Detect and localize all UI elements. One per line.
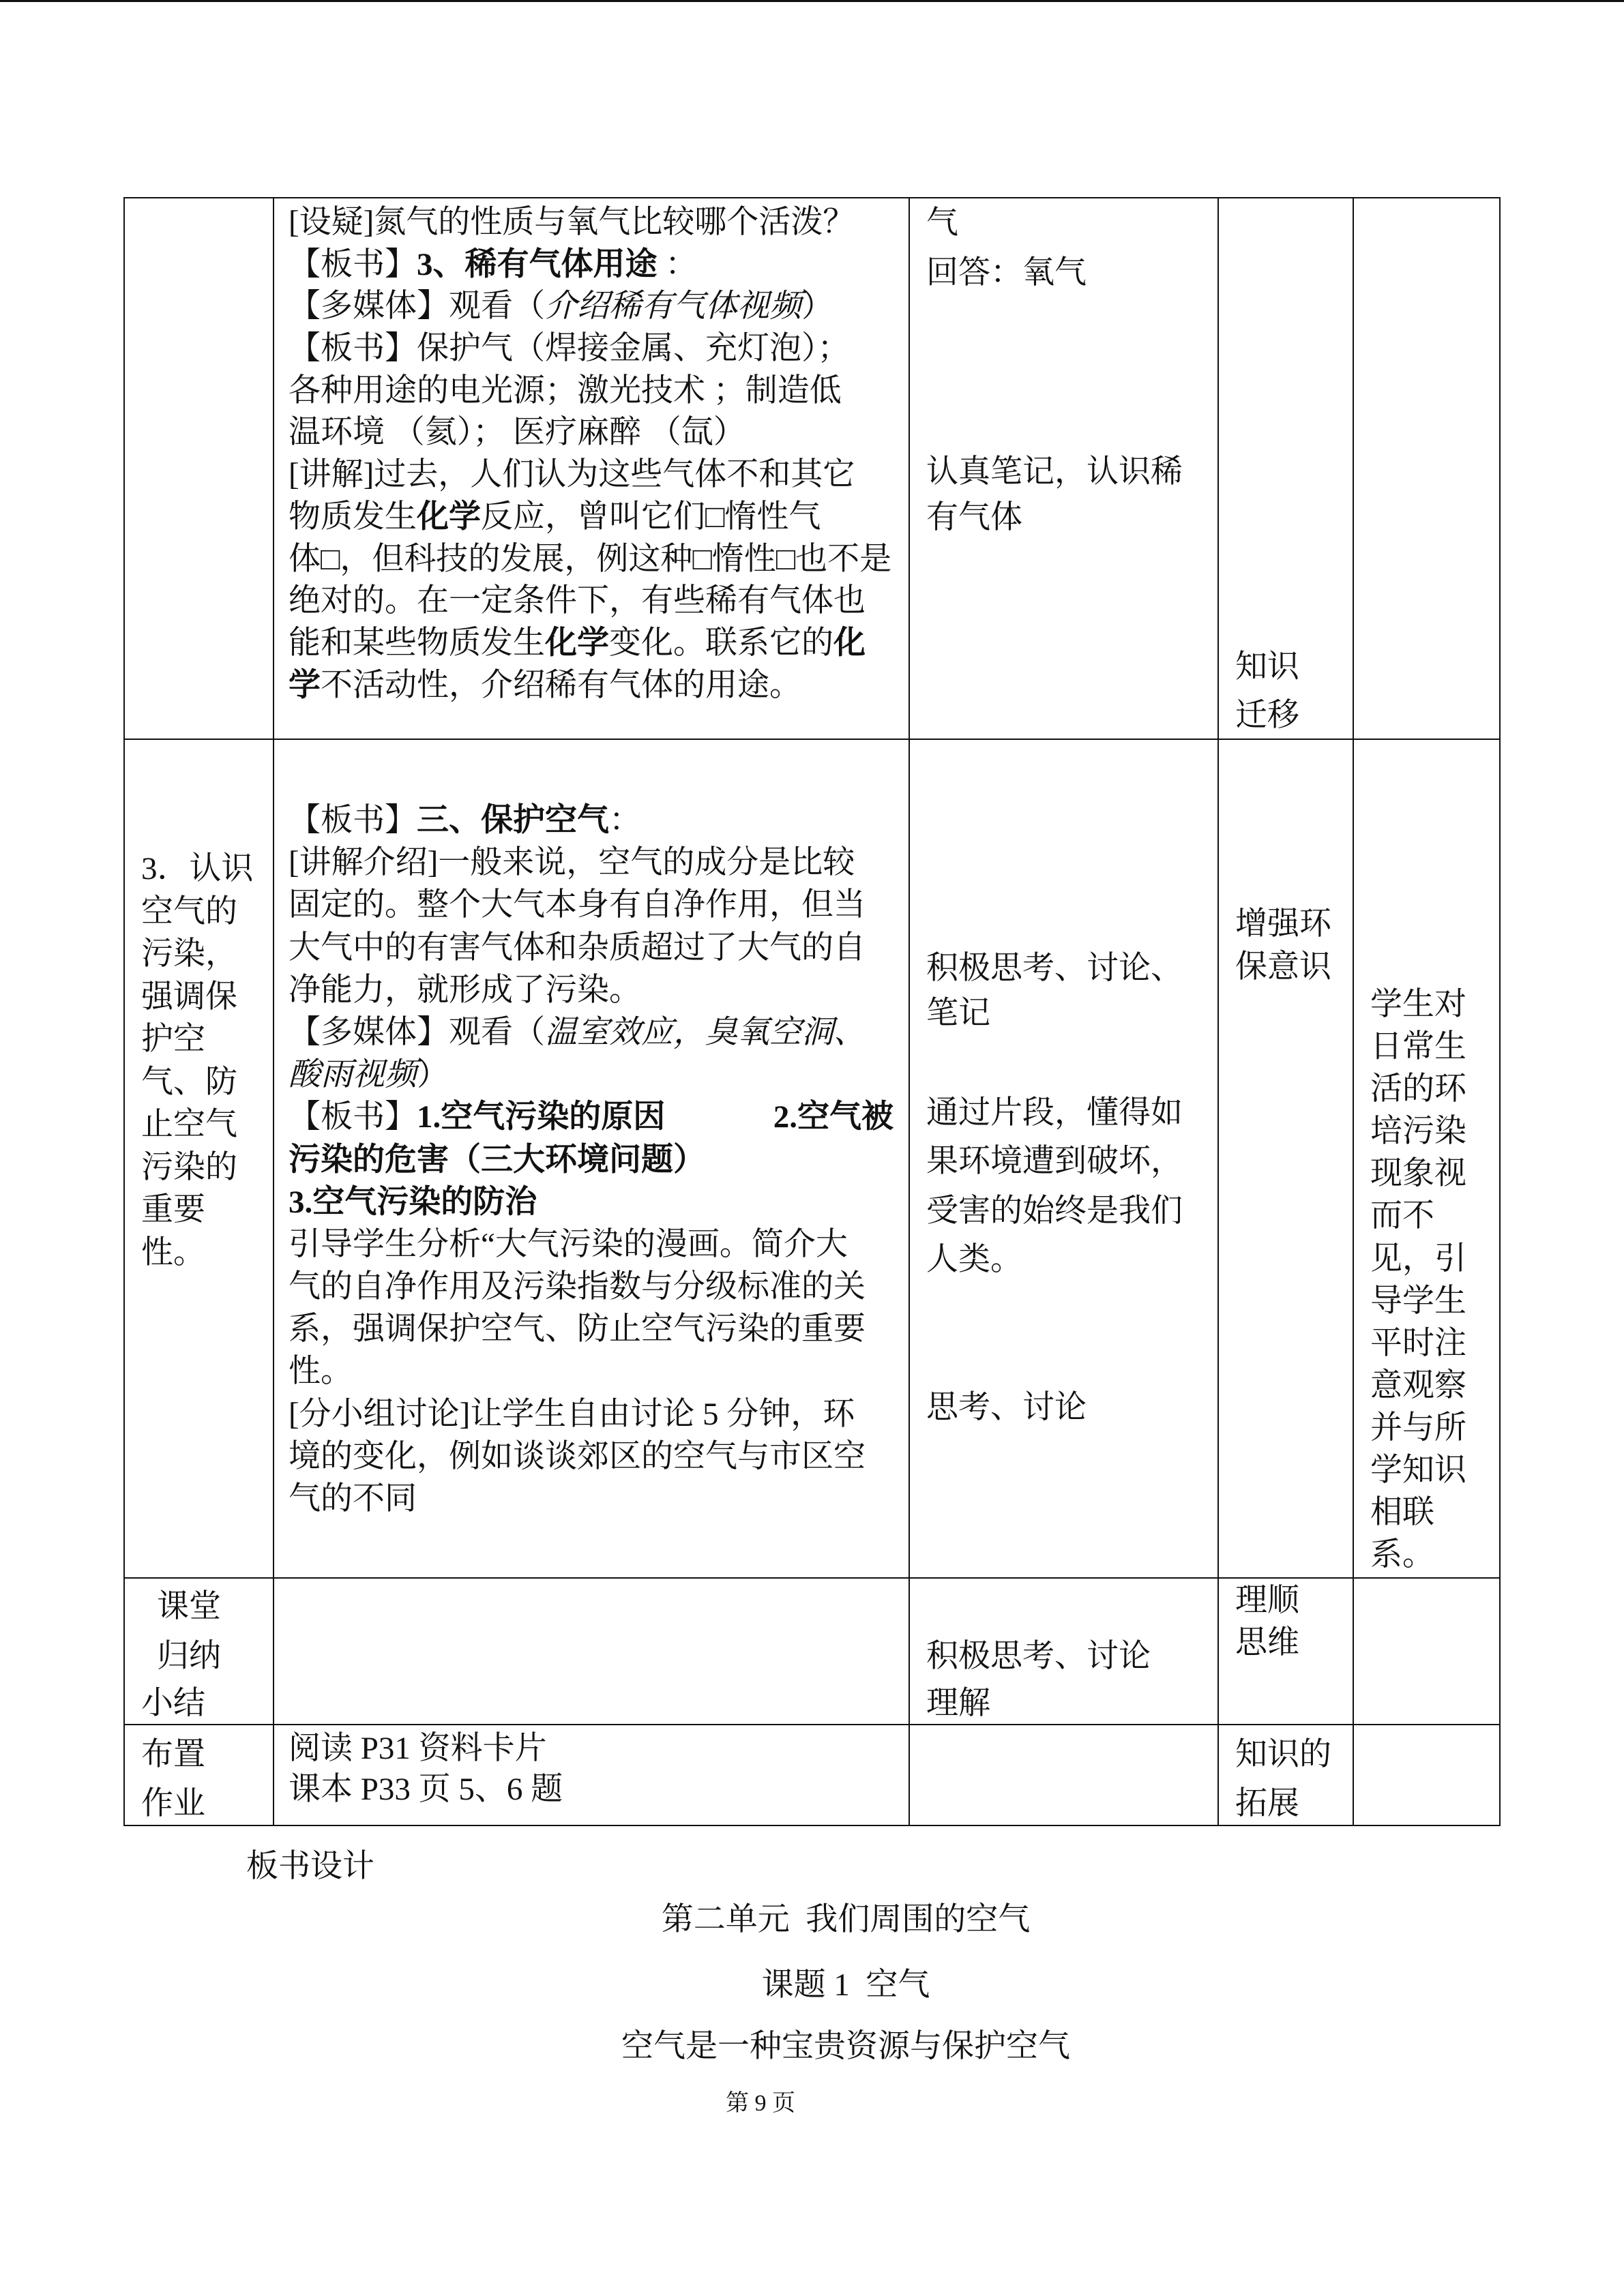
notes-line: 现象视 — [1370, 1156, 1466, 1192]
table-cell-notes — [1354, 198, 1501, 740]
text-segment: 不活动性，介绍稀有气体的用途。 — [321, 667, 801, 703]
board-design-label: 板书设计 — [246, 1849, 374, 1884]
goal-line: 污染， — [141, 936, 237, 972]
text-segment: ： — [657, 246, 698, 282]
bold-text: 学 — [289, 667, 321, 703]
table-cell-student-activity — [910, 740, 1219, 1579]
notes-line: 系。 — [1370, 1537, 1434, 1573]
notes-line: 而不 — [1370, 1198, 1434, 1234]
teacher-activity-line — [289, 496, 891, 539]
goal-line: 重要 — [141, 1192, 205, 1227]
table-cell-design-intent — [1219, 1725, 1354, 1826]
teacher-activity-line: 大气中的有害气体和杂质超过了大气的自 — [289, 929, 866, 966]
teacher-activity-line: 体□，但科技的发展，例这种□惰性□也不是 — [289, 541, 892, 577]
goal-line: 污染的 — [141, 1149, 237, 1185]
table-cell-teacher-activity — [274, 1725, 910, 1826]
bold-heading: 2.空气被 — [773, 1099, 894, 1135]
goal-line: 强调保 — [141, 979, 237, 1015]
text-segment: ： — [609, 803, 641, 838]
notes-line: 意观察 — [1370, 1367, 1466, 1403]
teacher-activity-line: 性。 — [289, 1354, 353, 1390]
italic-text: 介绍稀有气体视频 — [545, 288, 801, 325]
goal-line: 空气的 — [141, 893, 237, 929]
teacher-activity-line: [设疑]氮气的性质与氧气比较哪个活泼？ — [289, 205, 855, 240]
design-intent-line: 迁移 — [1235, 698, 1299, 733]
goal-line: 止空气 — [141, 1107, 237, 1142]
top-rule — [0, 0, 1624, 2]
goal-line: 课堂 — [157, 1589, 221, 1624]
notes-line: 并与所 — [1370, 1410, 1466, 1446]
page-number: 第 9 页 — [726, 2091, 795, 2116]
teacher-activity-line: 系，强调保护空气、防止空气污染的重要 — [289, 1311, 866, 1347]
teacher-activity-line — [289, 665, 891, 707]
table-cell-design-intent — [1219, 198, 1354, 740]
bold-text: 化学 — [545, 625, 609, 661]
teacher-activity-line: 阅读 P31 资料卡片 — [289, 1731, 547, 1766]
goal-line: 护空 — [141, 1022, 205, 1057]
notes-line: 导学生 — [1370, 1283, 1466, 1319]
student-activity-line: 理解 — [926, 1686, 990, 1721]
teacher-activity-line — [289, 623, 891, 665]
notes-line: 相联 — [1370, 1495, 1434, 1531]
table-cell-student-activity — [910, 1725, 1219, 1826]
lesson-plan-table — [123, 197, 1501, 1826]
table-cell-design-intent — [1219, 740, 1354, 1579]
goal-line: 3．认识 — [141, 851, 254, 886]
design-intent-line: 拓展 — [1235, 1786, 1299, 1821]
teacher-activity-line — [289, 1054, 894, 1096]
student-activity-line: 认真笔记，认识稀 — [926, 454, 1183, 490]
teacher-activity-line: 净能力，就形成了污染。 — [289, 972, 641, 1008]
board-topic: 空气是一种宝贵资源与保护空气 — [621, 2029, 1070, 2064]
table-cell-notes — [1354, 1725, 1501, 1826]
table-cell-notes — [1354, 1579, 1501, 1725]
student-activity-line: 有气体 — [926, 500, 1022, 535]
teacher-activity-line — [289, 286, 891, 328]
teacher-activity-line: [讲解]过去，人们认为这些气体不和其它 — [289, 457, 855, 493]
board-lesson-title: 课题 1 空气 — [761, 1967, 930, 2003]
text-segment: 【多媒体】观看（ — [289, 288, 545, 325]
student-activity-line: 积极思考、讨论 — [926, 1639, 1151, 1674]
teacher-activity-line — [289, 244, 891, 286]
goal-line: 归纳 — [157, 1639, 221, 1674]
notes-text — [1370, 983, 1466, 1576]
student-activity-line: 思考、讨论 — [926, 1390, 1087, 1425]
teacher-activity-line: 温环境 （氦）； 医疗麻醉 （氙） — [289, 415, 745, 451]
bold-heading: 3、稀有气体用途 — [417, 246, 658, 282]
text-segment: 【板书】 — [289, 246, 417, 282]
table-cell-student-activity — [910, 198, 1219, 740]
notes-line: 日常生 — [1370, 1029, 1466, 1065]
student-activity-line: 通过片段，懂得如 — [926, 1095, 1183, 1131]
teacher-activity-line: 气的不同 — [289, 1481, 417, 1517]
teacher-activity-line — [289, 799, 894, 841]
goal-line: 气、防 — [141, 1064, 237, 1100]
teacher-activity-line: [分小组讨论]让学生自由讨论 5 分钟，环 — [289, 1396, 855, 1432]
text-segment: 反应，曾叫它们□惰性气 — [481, 498, 821, 535]
text-segment: 【多媒体】观看（ — [289, 1014, 545, 1050]
student-activity-line: 果环境遭到破坏， — [926, 1144, 1183, 1179]
table-cell-goal — [125, 1579, 274, 1725]
table-cell-goal — [125, 1725, 274, 1826]
teacher-activity-line — [289, 1011, 894, 1054]
table-cell-design-intent — [1219, 1579, 1354, 1725]
text-segment: 【板书】 — [289, 803, 417, 838]
design-intent-line: 思维 — [1235, 1625, 1299, 1660]
table-cell-goal — [125, 740, 274, 1579]
student-activity-line: 笔记 — [926, 996, 990, 1031]
notes-line: 培污染 — [1370, 1114, 1466, 1150]
design-intent-line: 理顺 — [1235, 1583, 1299, 1618]
student-activity-line: 人类。 — [926, 1242, 1022, 1277]
text-segment-group — [289, 1096, 665, 1138]
bold-text: 化 — [833, 625, 866, 661]
teacher-activity-line: 各种用途的电光源；激光技术 ；制造低 — [289, 372, 842, 408]
notes-line: 学生对 — [1370, 987, 1466, 1022]
student-activity-line: 回答：氧气 — [926, 255, 1087, 290]
teacher-activity-line — [289, 1096, 894, 1138]
design-intent-line: 知识的 — [1235, 1737, 1331, 1772]
table-cell-teacher-activity — [274, 1579, 910, 1725]
teacher-activity-line: 【板书】保护气（焊接金属、充灯泡）； — [289, 331, 850, 367]
goal-line: 作业 — [141, 1786, 205, 1821]
board-unit-title: 第二单元 我们周围的空气 — [661, 1902, 1031, 1937]
teacher-activity-line: 固定的。整个大气本身有自净作用，但当 — [289, 887, 866, 923]
table-cell-notes — [1354, 740, 1501, 1579]
design-intent-line: 知识 — [1235, 649, 1299, 685]
teacher-activity-line: 课本 P33 页 5、6 题 — [289, 1772, 563, 1807]
text-segment: 变化。联系它的 — [609, 625, 833, 661]
bold-text: 化学 — [417, 498, 481, 535]
notes-line: 见，引 — [1370, 1240, 1466, 1277]
teacher-activity-line: 气的自净作用及污染指数与分级标准的关 — [289, 1269, 866, 1305]
teacher-activity-line: 境的变化，例如谈谈郊区的空气与市区空 — [289, 1438, 866, 1474]
teacher-activity-line: [讲解介绍]一般来说，空气的成分是比较 — [289, 845, 855, 881]
goal-text — [141, 848, 254, 1274]
text-segment: 物质发生 — [289, 498, 417, 535]
notes-line: 活的环 — [1370, 1071, 1466, 1107]
teacher-activity-text — [289, 799, 894, 1520]
text-segment: 【板书】 — [289, 1099, 417, 1135]
table-cell-teacher-activity — [274, 740, 910, 1579]
teacher-activity-line: 3.空气污染的防治 — [289, 1184, 537, 1220]
table-cell-student-activity — [910, 1579, 1219, 1725]
italic-text: 温室效应，臭氧空洞、 — [545, 1014, 866, 1050]
student-activity-line: 受害的始终是我们 — [926, 1193, 1183, 1229]
goal-line: 小结 — [141, 1686, 205, 1721]
teacher-activity-line: 引导学生分析“大气污染的漫画。简介大 — [289, 1226, 848, 1262]
teacher-activity-text — [289, 202, 891, 706]
student-activity-line: 气 — [926, 205, 958, 241]
bold-heading: 三、保护空气 — [417, 803, 609, 838]
text-segment: ） — [417, 1057, 449, 1093]
design-intent-line: 保意识 — [1235, 949, 1331, 985]
student-activity-line: 积极思考、讨论、 — [926, 951, 1183, 986]
notes-line: 学知识 — [1370, 1452, 1466, 1489]
bold-heading: 1.空气污染的原因 — [417, 1099, 666, 1135]
text-segment: ） — [801, 288, 833, 325]
italic-text: 酸雨视频 — [289, 1057, 417, 1093]
teacher-activity-line: 污染的危害（三大环境问题） — [289, 1142, 705, 1178]
design-intent-line: 增强环 — [1235, 906, 1331, 942]
goal-line: 性。 — [141, 1234, 205, 1270]
teacher-activity-line: 绝对的。在一定条件下，有些稀有气体也 — [289, 583, 866, 619]
text-segment: 能和某些物质发生 — [289, 625, 545, 661]
table-cell-teacher-activity — [274, 198, 910, 740]
goal-line: 布置 — [141, 1737, 205, 1772]
notes-line: 平时注 — [1370, 1325, 1466, 1361]
table-cell-goal — [125, 198, 274, 740]
